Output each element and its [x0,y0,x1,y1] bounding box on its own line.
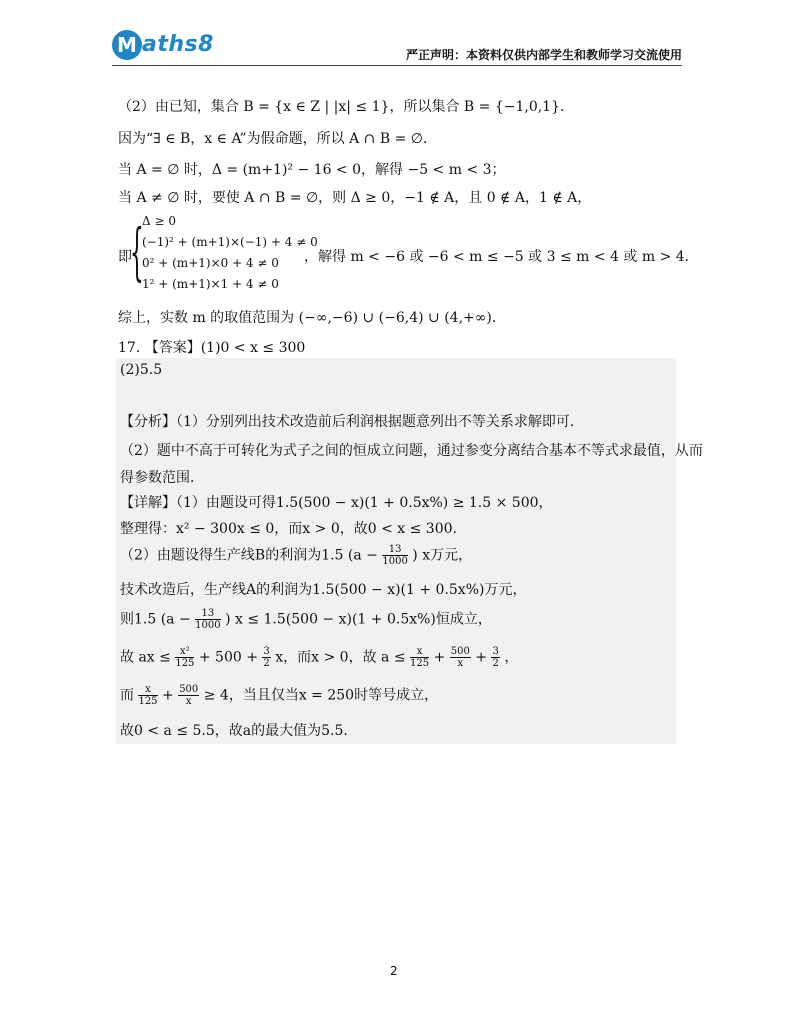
plus-sign-2: + [475,649,488,666]
detail-simplify: 整理得：x² − 300x ≤ 0，而x > 0，故0 < x ≤ 300. [120,521,457,537]
comma: ， [504,649,519,666]
separate-middle: + 500 + [198,649,258,666]
page-header [112,26,682,66]
inequality-system [118,214,699,294]
inequality-suffix: x ≤ 1.5(500 − x)(1 + 0.5x%)恒成立， [235,611,492,628]
system-line-4: 1² + (m+1)×1 + 4 ≠ 0 [142,277,279,291]
fraction-3-2 [262,646,270,669]
system-line-2: (−1)² + (m+1)×(−1) + 4 ≠ 0 [142,235,318,249]
inequality-prefix: 则1.5 [120,611,157,628]
frac-den: x [457,658,464,669]
frac-num: 3 [492,646,499,657]
fraction-x2-125 [175,646,194,669]
fraction-x-125 [410,646,429,669]
profit-b-suffix: x万元， [422,547,473,564]
logo-text: aths8 [142,32,214,57]
frac-den: 1000 [195,620,221,631]
detail-profit-a: 技术改造后，生产线A的利润为1.5(500 − x)(1 + 0.5x%)万元， [120,582,527,598]
fraction-x-125-b [138,684,157,707]
frac-den: 125 [410,658,430,669]
frac-num: 3 [263,646,270,657]
false-proposition-line: 因为“∃ ∈ B，x ∈ A”为假命题，所以 A ∩ B = ∅． [118,131,437,147]
fraction-13-1000-2 [195,608,220,631]
analysis-part-1: 【分析】（1）分别列出技术改造前后利润根据题意列出不等关系求解即可． [120,414,584,430]
fraction-500-x-b [178,684,199,707]
system-solution: ，解得 m < −6 或 −6 < m ≤ −5 或 3 ≤ m < 4 或 m > 4． [304,249,699,265]
frac-num: x [410,646,429,658]
answer-17-part-2: (2)5.5 [120,362,163,378]
nonempty-set-case: 当 A ≠ ∅ 时，要使 A ∩ B = ∅，则 Δ ≥ 0，−1 ∉ A，且 0 ∉ A，1 ∉ A， [118,190,592,206]
frac-den: x [185,696,192,707]
system-brace: { [130,215,144,288]
detail-inequality [120,608,492,631]
frac-den: 125 [175,658,195,669]
logo-circle: M [112,30,142,60]
frac-num: x² [175,646,194,658]
final-answer: 故0 < a ≤ 5.5，故a的最大值为5.5. [120,723,348,739]
frac-num: 500 [450,646,470,657]
fraction-13-1000 [382,544,407,567]
separate-prefix: 故 ax ≤ [120,649,171,666]
copyright-notice: 严正声明：本资料仅供内部学生和教师学习交流使用 [405,48,682,62]
frac-num: 13 [382,544,407,556]
analysis-part-2a: （2）题中不高于可转化为式子之间的恒成立问题，通过参变分离结合基本不等式求最值，从而 [120,443,703,459]
frac-num: 13 [195,608,220,620]
system-line-3: 0² + (m+1)×0 + 4 ≠ 0 [142,256,279,270]
basic-inequality-suffix: ≥ 4，当且仅当x = 250时等号成立， [203,687,439,704]
frac-den: 2 [492,658,499,669]
frac-den: 2 [263,658,270,669]
plus-sign-3: + [162,687,174,704]
analysis-part-2b: 得参数范围． [120,470,204,486]
frac-den: 1000 [382,556,408,567]
set-b-definition: （2）由已知，集合 B = {x ∈ Z | |x| ≤ 1}，所以集合 B = {−1,0,1}． [118,99,574,115]
answer-17-box [116,358,703,744]
basic-inequality-prefix: 而 [120,687,134,704]
fraction-3-2-b [491,646,499,669]
answer-17-part-1: 17. 【答案】(1)0 < x ≤ 300 [118,340,306,356]
detail-profit-b [120,544,472,567]
frac-num: x [138,684,157,696]
detail-separate-parameter [120,646,518,669]
paren-open: (a − [347,547,378,564]
separate-bound: x，而x > 0，故 a ≤ [275,649,406,666]
profit-b-prefix: （2）由题设得生产线B的利润为1.5 [120,547,344,564]
plus-sign: + [433,649,446,666]
detail-basic-inequality [120,684,438,707]
paren-close-2: ) [225,611,231,628]
maths8-logo [112,30,232,62]
fraction-500-x [450,646,471,669]
paren-open-2: (a − [160,611,191,628]
system-prefix: 即 [118,249,132,265]
paren-close: ) [412,547,418,564]
empty-set-case: 当 A = ∅ 时，Δ = (m+1)² − 16 < 0，解得 −5 < m < 3； [118,162,506,178]
frac-den: 125 [138,696,158,707]
frac-num: 500 [179,684,199,695]
detail-part-1: 【详解】（1）由题设可得1.5(500 − x)(1 + 0.5x%) ≥ 1.5 × 500， [120,495,553,511]
header-divider [112,65,682,66]
range-conclusion: 综上，实数 m 的取值范围为 (−∞,−6) ∪ (−6,4) ∪ (4,+∞)． [118,310,506,326]
system-line-1: Δ ≥ 0 [142,214,176,228]
page-number: 2 [390,964,398,978]
